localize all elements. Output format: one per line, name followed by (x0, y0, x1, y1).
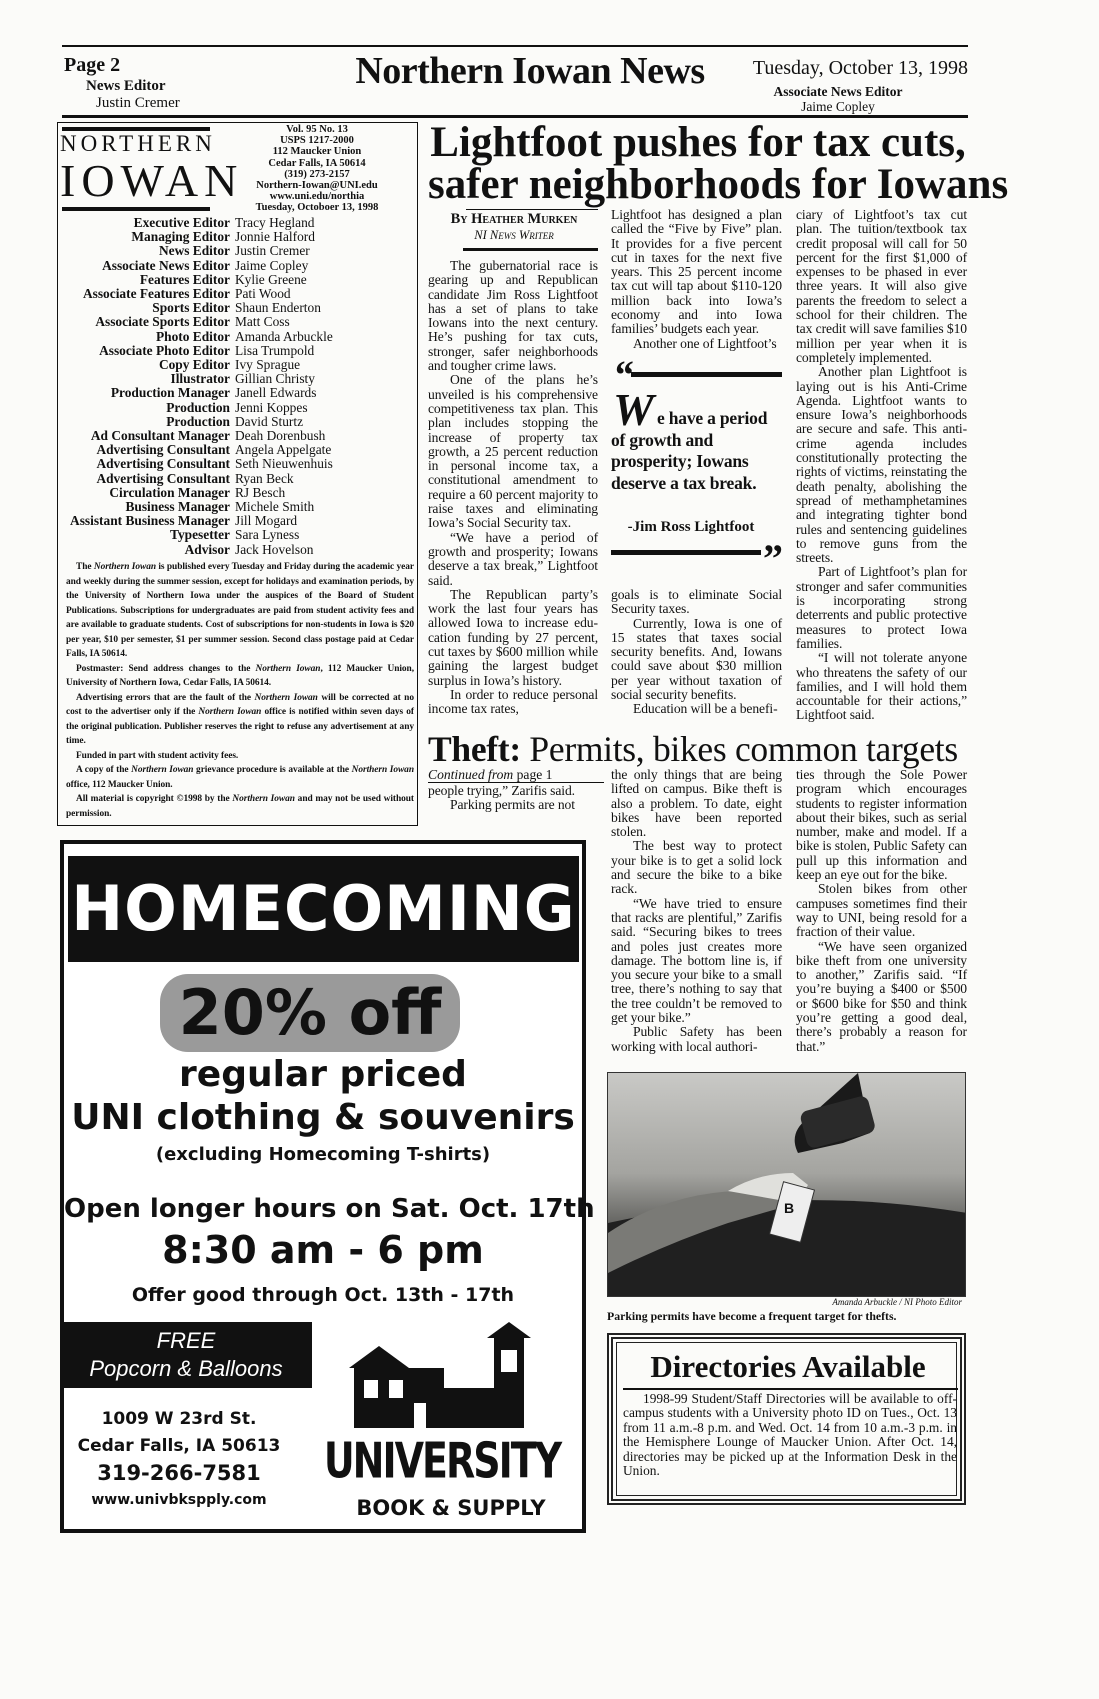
ad-banner: HOMECOMING (68, 856, 579, 962)
theft-headline (428, 731, 973, 767)
staff-name: Justin Cremer (235, 243, 310, 259)
staff-role: News Editor (158, 243, 230, 259)
staff-row (62, 386, 417, 400)
staff-role: Photo Editor (155, 328, 230, 344)
store-address (74, 1406, 284, 1514)
staff-row (62, 301, 417, 315)
staff-row (62, 429, 417, 443)
staff-row (62, 500, 417, 514)
street: 1009 W 23rd St. (101, 1409, 257, 1429)
bookstore-logo-sub: BOOK & SUPPLY (356, 1496, 546, 1520)
publication-notice (66, 560, 414, 821)
masthead-date: Tuesday, Octoboer 13, 1998 (255, 202, 379, 214)
paragraph: ciary of Lightfoot’s tax cut plan. The tuition/textbook tax credit proposal will call for 50 percent for the first $1,000 of expenses to be phased in ever three years. It will also give parents the freedom to select a school for their children. The tax credit will save families $10 million per year when it is completely implemented. (796, 207, 967, 365)
free-items: Popcorn & Balloons (89, 1356, 283, 1381)
staff-name: Angela Appelgate (235, 442, 332, 458)
staff-role: Illustrator (170, 371, 230, 387)
staff-row (62, 457, 417, 471)
masthead-bottom-bar (62, 207, 210, 211)
paragraph: “We have seen organized bike theft from one university to another,” Zarifis said. “If you’re buying a $400 or $500 or $600 bike for $50 and think you’re getting a good deal, there’s probably a reason for that.” (796, 938, 967, 1054)
staff-role: Sports Editor (152, 300, 230, 316)
staff-name: Lisa Trumpold (235, 342, 315, 358)
staff-name: Shaun Enderton (235, 300, 321, 316)
staff-name: Gillian Christy (235, 371, 315, 387)
staff-row (62, 486, 417, 500)
homecoming-ad[interactable] (60, 840, 595, 1533)
paragraph: The gubernatorial race is gearing up and Republican candidate Jim Ross Lightfoot has a set of plans to take Iowans into the next century. He’s pushing for tax cuts, stronger, safer neighborhoods and tougher crime laws. (428, 258, 598, 374)
staff-name: Jill Mogard (235, 513, 298, 529)
masthead-name-line1: NORTHERN (60, 131, 216, 156)
byline: By Heather Murken (450, 211, 578, 227)
staff-name: Amanda Arbuckle (235, 328, 333, 344)
staff-role: Associate Features Editor (82, 286, 230, 302)
continued-label: Continued from (428, 767, 514, 782)
staff-role: Managing Editor (131, 229, 230, 245)
staff-role: Production (166, 413, 230, 429)
bookstore-logo-main: UNIVERSITY (323, 1432, 561, 1490)
paragraph: “We have a period of growth and prosperity; Iowans deserve a tax break,” Lightfoot said. (428, 529, 598, 588)
staff-row (62, 401, 417, 415)
staff-name: Jonnie Halford (235, 229, 315, 245)
staff-row (62, 528, 417, 542)
byline-rule-bottom (463, 248, 598, 251)
paragraph: In order to reduce personal income tax rates, (428, 686, 598, 717)
staff-list (62, 216, 417, 557)
news-editor-name: Justin Cremer (96, 95, 180, 111)
paragraph: “I will not tolerate anyone who threatens the safety of our families, and I will hold them accountable for their actions,” Lightfoot said. (796, 650, 967, 723)
paragraph: ties through the Sole Power program which encourages students to register information about their bikes, such as serial number, make and model. If a bike is stolen, Public Safety can pull up this information and keep an eye out for the bike. (796, 767, 967, 883)
byline-rule-top (466, 209, 598, 210)
page-number: Page 2 (64, 54, 121, 76)
paragraph: goals is to eliminate Social Security taxes. (611, 587, 782, 617)
staff-name: Jenni Koppes (235, 399, 308, 415)
masthead-info (218, 124, 416, 214)
theft-headline-rest: Permits, bikes common targets (529, 729, 958, 769)
close-quote-icon: ” (763, 536, 783, 581)
staff-name: Jack Hovelson (235, 541, 314, 557)
staff-row (62, 273, 417, 287)
pull-quote-top-bar (631, 372, 782, 377)
staff-row (62, 344, 417, 358)
lightfoot-headline (428, 119, 1009, 208)
staff-role: Ad Consultant Manager (90, 428, 230, 444)
permit-tag-letter: B (784, 1200, 795, 1216)
store-phone[interactable]: 319-266-7581 (97, 1461, 261, 1485)
volume: Vol. 95 No. 13 (286, 124, 348, 135)
lightfoot-column-2-top (611, 208, 782, 351)
paragraph: Stolen bikes from other campuses sometimes find their way to UNI, being resold for a fraction of their value. (796, 881, 967, 940)
ad-hours: 8:30 am - 6 pm (162, 1228, 484, 1272)
staff-row (62, 472, 417, 486)
discount-badge: 20% off (160, 974, 460, 1052)
staff-role: Advertising Consultant (96, 470, 230, 486)
store-website[interactable]: www.univbkspply.com (91, 1492, 267, 1508)
staff-row (62, 543, 417, 557)
pull-quote-dropcap: W (613, 384, 654, 435)
headline-line1: Lightfoot pushes for tax cuts, (430, 119, 966, 166)
free-label: FREE (156, 1328, 216, 1353)
staff-name: Deah Dorenbush (235, 428, 326, 444)
continued-from (428, 768, 604, 783)
notice-paragraph: Funded in part with student activity fees. (76, 750, 239, 761)
staff-row (62, 287, 417, 301)
paragraph: The best way to protect your bike is to get a solid lock and secure the bike to a bike rack. (611, 838, 782, 897)
ad-line-clothing: UNI clothing & souvenirs (71, 1097, 575, 1138)
staff-row (62, 443, 417, 457)
staff-name: Ryan Beck (235, 470, 294, 486)
ad-line-excluding: (excluding Homecoming T-shirts) (155, 1144, 491, 1165)
staff-row (62, 358, 417, 372)
headline-line2: safer neighborhoods for Iowans (428, 161, 1009, 208)
staff-role: Associate Sports Editor (95, 314, 230, 330)
staff-role: Executive Editor (133, 215, 230, 230)
ad-line-regular: regular priced (179, 1054, 467, 1095)
staff-role: Production Manager (110, 385, 230, 401)
pull-quote-attribution: -Jim Ross Lightfoot (627, 519, 755, 535)
staff-role: Associate News Editor (102, 257, 230, 273)
paragraph: Lightfoot has designed a plan called the “Five by Five” plan. It provides for a five percent cut in taxes for the next five years. This 25 percent income tax cut will tap about $110-120 million back into Iowa’s economy and into Iowa families’ budgets each year. (611, 207, 782, 337)
staff-role: Assistant Business Manager (70, 513, 230, 529)
staff-row (62, 244, 417, 258)
pull-quote-bottom-bar (611, 550, 761, 555)
paragraph: The Republican party’s work the last four years has allowed Iowa to increase education funding by 27 percent, cut taxes by $600 million while gaining the largest budget surplus in Iowa’s history. (428, 586, 598, 688)
theft-headline-bold: Theft: (428, 729, 521, 769)
paragraph: the only things that are being lifted on campus. Bike theft is also a problem. To date, eight bikes have been reported stolen. (611, 767, 782, 840)
paragraph: Another plan Lightfoot is laying out is his Anti-Crime Agenda. Lightfoot wants to ensure Iowa’s neighborhoods are secure and safe. This anti-crime agenda includes constitutionally protecting the rights of victims, reinstating the death penalty, abolishing the spread of methamphetamines and integrating tighter bond rules and sentencing guidelines to remove guns from the streets. (796, 364, 967, 566)
staff-row (62, 216, 417, 230)
paragraph: Public Safety has been working with local authori- (611, 1024, 782, 1054)
byline-title: NI News Writer (474, 228, 554, 242)
phone: (319) 273-2157 (284, 168, 350, 180)
pull-quote (611, 352, 783, 586)
directories-rule (623, 1388, 958, 1390)
parking-permit-photo (607, 1072, 966, 1297)
lightfoot-column-1 (428, 259, 598, 717)
city: Cedar Falls, IA 50614 (268, 157, 366, 169)
staff-role: Circulation Manager (109, 484, 230, 500)
paragraph: One of the plans he’s unveiled is his comprehensive competitiveness tax plan. This plan includes stopping the increase of property tax growth, a 25 percent reduction in personal income tax, a constitutional amendment to require a 60 percent majority to raise taxes and eliminating Iowa’s Social Security tax. (428, 372, 598, 531)
directories-body: 1998-99 Student/Staff Directories will be available to off-campus students with a University photo ID on Tues., Oct. 13 from 11 a.m.-8 p.m. and Wed. Oct. 14 from 10 a.m.-3 p.m. in the Hemisphere Lounge of Maucker Union. After Oct. 14, directories may be picked up at the Information Desk in the Union. (623, 1391, 957, 1479)
staff-name: Pati Wood (235, 286, 291, 302)
photo-caption: Parking permits have become a frequent target for thefts. (607, 1309, 897, 1323)
notice-paragraph: A copy of the Northern Iowan grievance procedure is available at the Northern Iowan office, 112 Maucker Union. (66, 765, 414, 790)
staff-role: Advertising Consultant (96, 442, 230, 458)
ad-offer: Offer good through Oct. 13th - 17th (131, 1284, 515, 1306)
email-link[interactable]: Northern-Iowan@UNI.edu (256, 180, 378, 192)
staff-name: Jaime Copley (235, 257, 309, 273)
paragraph: Education will be a benefi- (633, 701, 778, 717)
staff-name: Matt Coss (235, 314, 290, 330)
lightfoot-column-2-bottom (611, 588, 782, 717)
ad-line-hours-note: Open longer hours on Sat. Oct. 17th (64, 1194, 595, 1224)
staff-name: Michele Smith (235, 499, 315, 515)
staff-role: Advisor (184, 541, 230, 557)
staff-role: Business Manager (125, 499, 230, 515)
staff-role: Copy Editor (158, 357, 230, 373)
staff-name: Ivy Sprague (235, 357, 301, 373)
staff-role: Production (166, 399, 230, 415)
free-box (60, 1322, 312, 1388)
photo-credit: Amanda Arbuckle / NI Photo Editor (832, 1297, 962, 1307)
lightfoot-column-3 (796, 208, 967, 723)
directories-box (607, 1333, 966, 1505)
notice-paragraph: The Northern Iowan is published every Tuesday and Friday during the academic year and weekly during the summer session, except for holidays and examination periods, by the University of Northern Iowa under the auspices of the Board of Student Publications. Subscriptions for undergraduates are paid from student activity fees and are available to graduate students. Cost of subscriptions for non-students in Iowa is $20 per year, $10 per semester, $1 per summer session. Second class postage paid at Cedar Falls, IA 50614. (66, 562, 414, 659)
bookstore-building-icon (349, 1318, 549, 1428)
paragraph: Part of Lightfoot’s plan for stronger and safer communities is incorporating strong deterrents and public protective measures to protect Iowa families. (796, 564, 967, 651)
notice-paragraph: Postmaster: Send address changes to the Northern Iowan, 112 Maucker Union, University of Northern Iowa, Cedar Falls, IA 50614. (66, 663, 415, 688)
staff-row (62, 330, 417, 344)
staff-name: Tracy Hegland (235, 215, 315, 230)
section-title: Northern Iowan News (355, 50, 705, 92)
issue-date: Tuesday, October 13, 1998 (752, 57, 968, 79)
staff-row (62, 514, 417, 528)
theft-column-3 (796, 768, 967, 1054)
staff-name: Janell Edwards (235, 385, 317, 401)
theft-column-1 (428, 784, 598, 813)
header-rule (62, 115, 968, 118)
paragraph: Parking permits are not (450, 797, 575, 813)
staff-row (62, 230, 417, 244)
open-quote-icon: “ (613, 352, 633, 397)
staff-name: Seth Nieuwenhuis (235, 456, 333, 472)
notice-paragraph: All material is copyright ©1998 by the Northern Iowan and may not be used without permission. (66, 794, 414, 819)
staff-name: RJ Besch (235, 484, 286, 500)
pull-quote-text: e have a period of growth and prosperity; Iowans deserve a tax break. (611, 408, 768, 493)
photo-scene (608, 1073, 966, 1297)
staff-role: Typesetter (170, 527, 230, 543)
assoc-editor-role: Associate News Editor (773, 84, 903, 99)
top-rule (62, 45, 968, 47)
paragraph: Another one of Lightfoot’s (633, 335, 777, 351)
website-link[interactable]: www.uni.edu/northia (269, 191, 365, 203)
staff-row (62, 415, 417, 429)
paragraph: Currently, Iowa is one of 15 states that taxes social security benefits. And, Iowans could save about $30 million per year without taxation of social security benefits. (611, 615, 782, 703)
paragraph: “We have tried to ensure that racks are plentiful,” Zarifis said. “Securing bikes to trees and poles just creates more damage. The bottom line is, if you secure your bike to a small tree, there’s nothing to say that the tree couldn’t be removed to get your bike.” (611, 895, 782, 1026)
directories-title: Directories Available (650, 1349, 926, 1384)
notice-paragraph: Advertising errors that are the fault of the Northern Iowan will be corrected at no cost to the advertiser only if the Northern Iowan office is notified within seven days of the original publication. Publisher reserves the right to refuse any advertisement at any time. (66, 692, 414, 746)
address: 112 Maucker Union (272, 146, 362, 158)
staff-name: Sara Lyness (235, 527, 300, 543)
staff-role: Advertising Consultant (96, 456, 230, 472)
news-editor-role: News Editor (86, 78, 166, 94)
staff-row (62, 315, 417, 329)
staff-role: Features Editor (139, 271, 230, 287)
usps: USPS 1217-2000 (280, 135, 354, 147)
continued-page-link[interactable]: page 1 (516, 767, 553, 782)
masthead-name-line2: IOWAN (60, 155, 244, 206)
assoc-editor-name: Jaime Copley (801, 99, 875, 114)
city-state: Cedar Falls, IA 50613 (77, 1436, 281, 1456)
theft-column-2 (611, 768, 782, 1054)
paragraph: people trying,” Zarifis said. (428, 783, 575, 798)
staff-role: Associate Photo Editor (99, 342, 230, 358)
staff-name: David Sturtz (235, 413, 304, 429)
staff-row (62, 259, 417, 273)
staff-row (62, 372, 417, 386)
staff-name: Kylie Greene (235, 271, 307, 287)
